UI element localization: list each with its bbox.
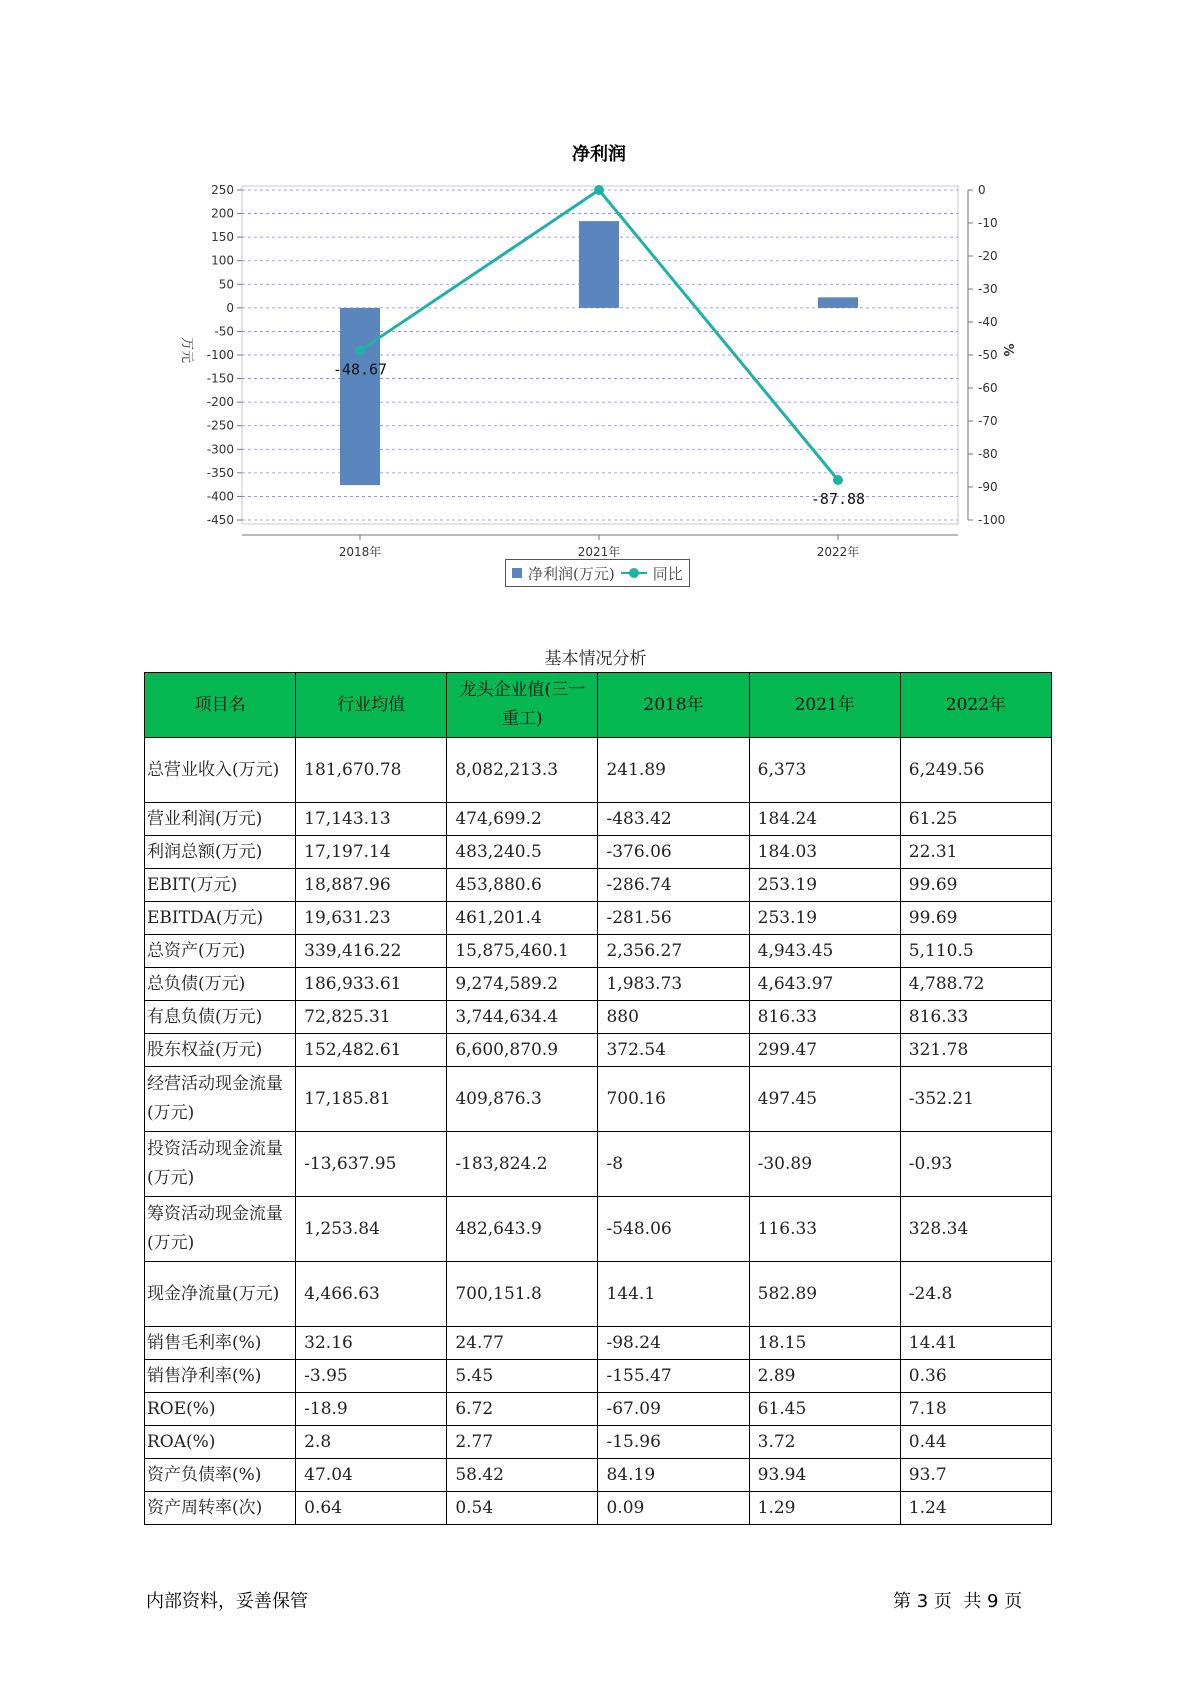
y-tick-label: 0	[226, 300, 234, 315]
value-cell: 409,876.3	[447, 1067, 598, 1132]
table-row	[145, 869, 1052, 902]
value-cell: 339,416.22	[296, 935, 447, 968]
value-cell: 482,643.9	[447, 1197, 598, 1262]
row-label-cell: 有息负债(万元)	[145, 1001, 296, 1034]
value-cell: 453,880.6	[447, 869, 598, 902]
value-cell: -8	[598, 1132, 749, 1197]
table-row	[145, 738, 1052, 803]
row-label-cell: 利润总额(万元)	[145, 836, 296, 869]
value-cell: 32.16	[296, 1327, 447, 1360]
header-2018: 2018年	[598, 673, 749, 738]
value-cell: 0.64	[296, 1492, 447, 1525]
value-cell: 5,110.5	[900, 935, 1051, 968]
y2-tick-label: 0	[978, 183, 986, 197]
table-row	[145, 1360, 1052, 1393]
header-2022: 2022年	[900, 673, 1051, 738]
value-cell: 461,201.4	[447, 902, 598, 935]
value-cell: 299.47	[749, 1034, 900, 1067]
value-cell: 4,943.45	[749, 935, 900, 968]
y2-tick-label: -80	[978, 447, 998, 461]
value-cell: 6,373	[749, 738, 900, 803]
value-cell: 17,197.14	[296, 836, 447, 869]
value-cell: 700.16	[598, 1067, 749, 1132]
table-row	[145, 1034, 1052, 1067]
y2-tick-label: -30	[978, 282, 998, 296]
yoy-point	[355, 346, 365, 356]
value-cell: 4,788.72	[900, 968, 1051, 1001]
table-row	[145, 836, 1052, 869]
value-cell: -30.89	[749, 1132, 900, 1197]
value-cell: -281.56	[598, 902, 749, 935]
table-row	[145, 1197, 1052, 1262]
value-cell: 1,253.84	[296, 1197, 447, 1262]
value-cell: 61.25	[900, 803, 1051, 836]
x-tick-label: 2018年	[338, 545, 382, 559]
value-cell: 328.34	[900, 1197, 1051, 1262]
yoy-data-label: -48.67	[332, 360, 388, 379]
header-item-name: 项目名	[145, 673, 296, 738]
header-leader-value: 龙头企业值(三一重工)	[447, 673, 598, 738]
yoy-point	[594, 185, 604, 195]
y-tick-label: -400	[206, 489, 234, 504]
row-label-cell: 资产周转率(次)	[145, 1492, 296, 1525]
y2-axis-label: %	[1000, 343, 1015, 357]
y2-tick-label: -50	[978, 348, 998, 362]
header-industry-avg: 行业均值	[296, 673, 447, 738]
value-cell: 2.77	[447, 1426, 598, 1459]
table-row	[145, 1262, 1052, 1327]
y2-tick-label: -70	[978, 414, 998, 428]
value-cell: 184.03	[749, 836, 900, 869]
table-row	[145, 1327, 1052, 1360]
table-row	[145, 1459, 1052, 1492]
legend-line-label: 同比	[652, 564, 683, 583]
value-cell: 24.77	[447, 1327, 598, 1360]
value-cell: 6.72	[447, 1393, 598, 1426]
basic-analysis-table	[144, 672, 1052, 1525]
value-cell: 116.33	[749, 1197, 900, 1262]
yoy-point	[833, 475, 843, 485]
value-cell: 93.7	[900, 1459, 1051, 1492]
y-tick-label: 50	[218, 277, 234, 292]
value-cell: 8,082,213.3	[447, 738, 598, 803]
row-label-cell: 总负债(万元)	[145, 968, 296, 1001]
net-profit-chart	[0, 0, 1191, 600]
value-cell: 497.45	[749, 1067, 900, 1132]
row-label-cell: 经营活动现金流量(万元)	[145, 1067, 296, 1132]
x-tick-label: 2021年	[577, 545, 621, 559]
y-tick-label: -150	[206, 371, 234, 386]
value-cell: -376.06	[598, 836, 749, 869]
value-cell: 47.04	[296, 1459, 447, 1492]
value-cell: 3,744,634.4	[447, 1001, 598, 1034]
value-cell: 58.42	[447, 1459, 598, 1492]
value-cell: -15.96	[598, 1426, 749, 1459]
y2-tick-label: -60	[978, 381, 998, 395]
value-cell: 6,249.56	[900, 738, 1051, 803]
footer-confidential-note: 内部资料，妥善保管	[146, 1591, 308, 1612]
value-cell: 184.24	[749, 803, 900, 836]
value-cell: -98.24	[598, 1327, 749, 1360]
value-cell: 2,356.27	[598, 935, 749, 968]
row-label-cell: ROE(%)	[145, 1393, 296, 1426]
chart-title: 净利润	[572, 144, 626, 165]
x-tick-label: 2022年	[816, 545, 860, 559]
table-row	[145, 1393, 1052, 1426]
row-label-cell: 总营业收入(万元)	[145, 738, 296, 803]
value-cell: 0.36	[900, 1360, 1051, 1393]
value-cell: 152,482.61	[296, 1034, 447, 1067]
row-label-cell: 现金净流量(万元)	[145, 1262, 296, 1327]
value-cell: 253.19	[749, 902, 900, 935]
y-tick-label: -100	[206, 348, 234, 362]
value-cell: -13,637.95	[296, 1132, 447, 1197]
value-cell: 99.69	[900, 869, 1051, 902]
value-cell: 1.29	[749, 1492, 900, 1525]
value-cell: 186,933.61	[296, 968, 447, 1001]
y-tick-label: 100	[211, 253, 234, 268]
value-cell: -483.42	[598, 803, 749, 836]
value-cell: 321.78	[900, 1034, 1051, 1067]
row-label-cell: 投资活动现金流量(万元)	[145, 1132, 296, 1197]
y-tick-label: -350	[206, 465, 234, 480]
value-cell: 816.33	[900, 1001, 1051, 1034]
value-cell: -155.47	[598, 1360, 749, 1393]
table-row	[145, 1426, 1052, 1459]
value-cell: 93.94	[749, 1459, 900, 1492]
table-header-row	[145, 673, 1052, 738]
value-cell: 4,643.97	[749, 968, 900, 1001]
table-row	[145, 1492, 1052, 1525]
value-cell: -286.74	[598, 869, 749, 902]
yoy-data-label: -87.88	[810, 490, 866, 509]
chart-legend	[505, 559, 690, 587]
legend-line-swatch	[621, 567, 647, 579]
value-cell: 15,875,460.1	[447, 935, 598, 968]
y2-tick-label: -10	[978, 216, 998, 230]
value-cell: -67.09	[598, 1393, 749, 1426]
value-cell: 181,670.78	[296, 738, 447, 803]
value-cell: 0.54	[447, 1492, 598, 1525]
y-tick-label: -50	[214, 324, 234, 339]
value-cell: 72,825.31	[296, 1001, 447, 1034]
row-label-cell: 股东权益(万元)	[145, 1034, 296, 1067]
value-cell: 9,274,589.2	[447, 968, 598, 1001]
row-label-cell: EBIT(万元)	[145, 869, 296, 902]
table-row	[145, 935, 1052, 968]
value-cell: 816.33	[749, 1001, 900, 1034]
value-cell: 1,983.73	[598, 968, 749, 1001]
net-profit-bar	[579, 221, 619, 308]
table-row	[145, 1132, 1052, 1197]
table-row	[145, 968, 1052, 1001]
y2-tick-label: -40	[978, 315, 998, 329]
value-cell: 61.45	[749, 1393, 900, 1426]
value-cell: -0.93	[900, 1132, 1051, 1197]
value-cell: 7.18	[900, 1393, 1051, 1426]
table-row	[145, 902, 1052, 935]
row-label-cell: ROA(%)	[145, 1426, 296, 1459]
row-label-cell: 销售净利率(%)	[145, 1360, 296, 1393]
value-cell: -352.21	[900, 1067, 1051, 1132]
value-cell: 18,887.96	[296, 869, 447, 902]
chart-canvas	[0, 0, 1191, 600]
value-cell: 4,466.63	[296, 1262, 447, 1327]
value-cell: -3.95	[296, 1360, 447, 1393]
table-caption: 基本情况分析	[544, 649, 647, 669]
table-row	[145, 1067, 1052, 1132]
y-tick-label: -450	[206, 513, 234, 527]
y-tick-label: -300	[206, 442, 234, 457]
value-cell: -18.9	[296, 1393, 447, 1426]
value-cell: 2.8	[296, 1426, 447, 1459]
row-label-cell: 资产负债率(%)	[145, 1459, 296, 1492]
value-cell: 0.09	[598, 1492, 749, 1525]
value-cell: 6,600,870.9	[447, 1034, 598, 1067]
table-row	[145, 803, 1052, 836]
value-cell: 474,699.2	[447, 803, 598, 836]
value-cell: 22.31	[900, 836, 1051, 869]
y-tick-label: -200	[206, 395, 234, 410]
value-cell: 84.19	[598, 1459, 749, 1492]
net-profit-bar	[818, 297, 858, 308]
value-cell: 1.24	[900, 1492, 1051, 1525]
header-2021: 2021年	[749, 673, 900, 738]
y-axis-label: 万元	[179, 336, 194, 364]
footer-page-number: 第 3 页 共 9 页	[893, 1591, 1023, 1612]
y2-tick-label: -100	[978, 513, 1006, 527]
value-cell: 3.72	[749, 1426, 900, 1459]
value-cell: 253.19	[749, 869, 900, 902]
row-label-cell: EBITDA(万元)	[145, 902, 296, 935]
legend-bar-swatch	[512, 568, 522, 578]
value-cell: 700,151.8	[447, 1262, 598, 1327]
legend-bar-label: 净利润(万元)	[528, 564, 615, 583]
net-profit-bar	[340, 308, 380, 485]
y2-tick-label: -90	[978, 480, 998, 494]
value-cell: 2.89	[749, 1360, 900, 1393]
value-cell: 17,185.81	[296, 1067, 447, 1132]
table-row	[145, 1001, 1052, 1034]
value-cell: 144.1	[598, 1262, 749, 1327]
value-cell: 0.44	[900, 1426, 1051, 1459]
value-cell: 5.45	[447, 1360, 598, 1393]
y2-tick-label: -20	[978, 249, 998, 263]
value-cell: -183,824.2	[447, 1132, 598, 1197]
value-cell: -548.06	[598, 1197, 749, 1262]
value-cell: 14.41	[900, 1327, 1051, 1360]
value-cell: 18.15	[749, 1327, 900, 1360]
value-cell: 372.54	[598, 1034, 749, 1067]
value-cell: 19,631.23	[296, 902, 447, 935]
value-cell: 17,143.13	[296, 803, 447, 836]
y-tick-label: -250	[206, 418, 234, 433]
value-cell: 582.89	[749, 1262, 900, 1327]
value-cell: -24.8	[900, 1262, 1051, 1327]
y-tick-label: 250	[211, 183, 234, 197]
value-cell: 880	[598, 1001, 749, 1034]
y-tick-label: 200	[211, 206, 234, 221]
row-label-cell: 筹资活动现金流量(万元)	[145, 1197, 296, 1262]
row-label-cell: 营业利润(万元)	[145, 803, 296, 836]
value-cell: 483,240.5	[447, 836, 598, 869]
y-tick-label: 150	[211, 230, 234, 245]
row-label-cell: 总资产(万元)	[145, 935, 296, 968]
value-cell: 99.69	[900, 902, 1051, 935]
row-label-cell: 销售毛利率(%)	[145, 1327, 296, 1360]
value-cell: 241.89	[598, 738, 749, 803]
